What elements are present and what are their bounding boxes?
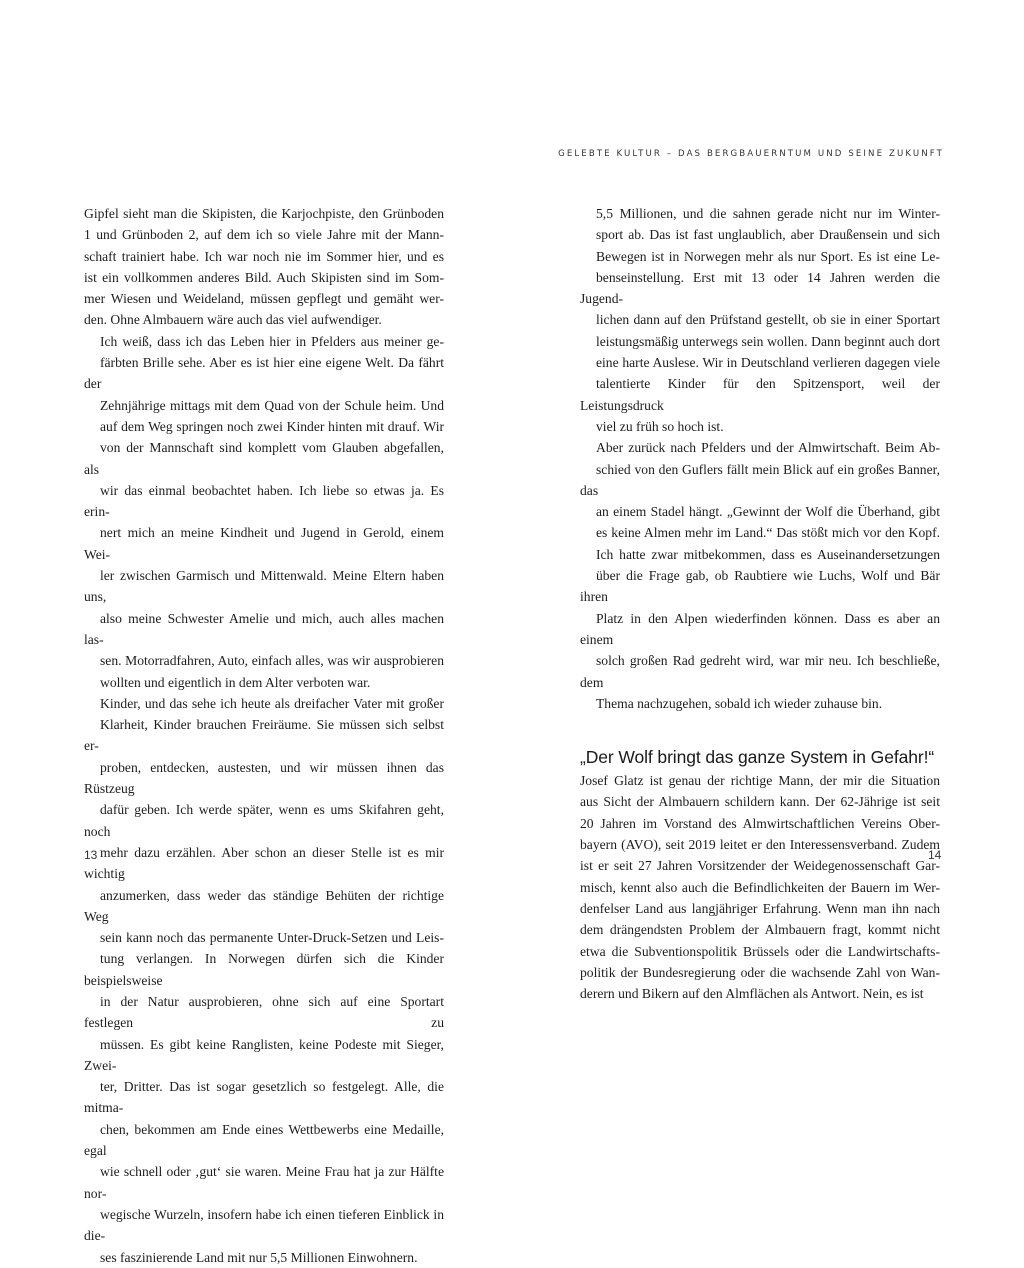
text-line: Bewegen ist in Norwegen mehr als nur Sport. Es ist eine Le- bbox=[596, 248, 940, 264]
text-line: wegische Wurzeln, insofern habe ich einen tieferen Einblick in die- bbox=[84, 1206, 444, 1244]
paragraph bbox=[84, 203, 444, 331]
text-line: ter, Dritter. Das ist sogar gesetzlich so festgelegt. Alle, die mitma- bbox=[84, 1079, 444, 1116]
text-line: an einem Stadel hängt. „Gewinnt der Wolf die Überhand, gibt bbox=[596, 504, 940, 520]
text-line: in der Natur ausprobieren, ohne sich auf eine Sportart festlegen zu bbox=[84, 993, 444, 1031]
text-line: 20 Jahren im Vorstand des Almwirtschaftlichen Vereins Ober- bbox=[580, 815, 940, 831]
text-line: sport ab. Das ist fast unglaublich, aber Draußensein und sich bbox=[596, 227, 940, 243]
text-line: viel zu früh so hoch ist. bbox=[596, 418, 724, 434]
text-line: misch, kennt also auch die Befindlichkeiten der Bauern im Wer- bbox=[580, 879, 940, 895]
paragraph bbox=[580, 437, 940, 714]
left-page-text bbox=[84, 203, 444, 1268]
text-line: solch großen Rad gedreht wird, war mir neu. Ich beschließe, dem bbox=[580, 653, 940, 690]
text-line: eine harte Auslese. Wir in Deutschland verlieren dagegen viele bbox=[596, 355, 940, 371]
page-number-right: 14 bbox=[928, 848, 942, 862]
text-line: Ich weiß, dass ich das Leben hier in Pfelders aus meiner ge- bbox=[100, 333, 444, 349]
text-line: Zehnjährige mittags mit dem Quad von der Schule heim. Und bbox=[100, 397, 444, 413]
paragraph bbox=[84, 331, 444, 693]
text-line: Platz in den Alpen wiederfinden können. Dass es aber an einem bbox=[580, 610, 940, 647]
text-line: ses faszinierende Land mit nur 5,5 Millionen Einwohnern. bbox=[100, 1249, 418, 1265]
section-heading: „Der Wolf bringt das ganze System in Gefahr!“ bbox=[580, 747, 935, 768]
text-line: von der Mannschaft sind komplett vom Glauben abgefallen, als bbox=[84, 440, 444, 477]
text-line: ist ein vollkommen anderes Bild. Auch Skipisten sind im Som- bbox=[84, 269, 444, 285]
text-line: 5,5 Millionen, und die sahnen gerade nicht nur im Winter- bbox=[596, 206, 940, 221]
text-line: aus Sicht der Almbauern schildern kann. Der 62-Jährige ist seit bbox=[580, 794, 940, 810]
text-line: Josef Glatz ist genau der richtige Mann, der mir die Situation bbox=[580, 773, 940, 789]
text-line: schied von den Guflers fällt mein Blick auf ein großes Banner, das bbox=[580, 461, 940, 498]
right-page-text bbox=[580, 203, 940, 1004]
text-line: den. Ohne Almbauern wäre auch das viel aufwendiger. bbox=[84, 312, 382, 328]
text-line: dafür geben. Ich werde später, wenn es ums Skifahren geht, noch bbox=[84, 802, 444, 839]
text-line: derern und Bikern auf den Almflächen als Antwort. Nein, es ist bbox=[580, 986, 924, 1002]
text-line: denfelser Land aus langjähriger Erfahrung. Wenn man ihn nach bbox=[580, 900, 940, 916]
text-line: Kinder, und das sehe ich heute als dreifacher Vater mit großer bbox=[100, 695, 444, 711]
text-line: anzumerken, dass weder das ständige Behüten der richtige Weg bbox=[84, 887, 444, 924]
text-line: ler zwischen Garmisch und Mittenwald. Meine Eltern haben uns, bbox=[84, 568, 444, 605]
text-line: leistungsmäßig unterwegs sein wollen. Dann beginnt auch dort bbox=[596, 333, 940, 349]
text-line: bayern (AVO), seit 2019 leitet er den Interessensverband. Zudem bbox=[580, 837, 940, 853]
text-line: etwa die Subventionspolitik Brüssels oder die Landwirtschafts- bbox=[580, 943, 940, 959]
running-header: GELEBTE KULTUR – DAS BERGBAUERNTUM UND SEINE ZUKUNFT bbox=[558, 149, 944, 159]
paragraph bbox=[580, 203, 940, 437]
text-line: sein kann noch das permanente Unter-Druck-Setzen und Leis- bbox=[100, 930, 444, 946]
text-line: mer Wiesen und Weideland, müssen gepflegt und gemäht wer- bbox=[84, 291, 444, 307]
text-line: wir das einmal beobachtet haben. Ich liebe so etwas ja. Es erin- bbox=[84, 482, 444, 520]
text-line: auf dem Weg springen noch zwei Kinder hinten mit drauf. Wir bbox=[100, 418, 444, 434]
text-line: nert mich an meine Kindheit und Jugend in Gerold, einem Wei- bbox=[84, 525, 444, 562]
paragraph bbox=[84, 693, 444, 1268]
text-line: tung verlangen. In Norwegen dürfen sich die Kinder beispielsweise bbox=[84, 951, 444, 988]
text-line: sen. Motorradfahren, Auto, einfach alles, was wir ausprobieren bbox=[100, 653, 444, 669]
text-line: wollten und eigentlich in dem Alter verboten war. bbox=[100, 674, 371, 690]
paragraph bbox=[580, 770, 940, 1004]
text-line: chen, bekommen am Ende eines Wettbewerbs eine Medaille, egal bbox=[84, 1121, 444, 1159]
text-line: schaft trainiert habe. Ich war noch nie im Sommer hier, und es bbox=[84, 248, 444, 264]
text-line: färbten Brille sehe. Aber es ist hier eine eigene Welt. Da fährt der bbox=[84, 355, 444, 392]
text-line: müssen. Es gibt keine Ranglisten, keine Podeste mit Sieger, Zwei- bbox=[84, 1036, 444, 1073]
text-line: lichen dann auf den Prüfstand gestellt, ob sie in einer Sportart bbox=[596, 312, 940, 328]
text-line: mehr dazu erzählen. Aber schon an dieser Stelle ist es mir wichtig bbox=[84, 844, 444, 882]
text-line: es keine Almen mehr im Land.“ Das stößt mich vor den Kopf. bbox=[596, 525, 940, 541]
text-line: ist er seit 27 Jahren Vorsitzender der Weidegenossenschaft Gar- bbox=[580, 858, 940, 874]
text-line: wie schnell oder ‚gut‘ sie waren. Meine Frau hat ja zur Hälfte nor- bbox=[84, 1164, 444, 1201]
text-line: benseinstellung. Erst mit 13 oder 14 Jahren werden die Jugend- bbox=[580, 269, 940, 307]
text-line: über die Frage gab, ob Raubtiere wie Luchs, Wolf und Bär ihren bbox=[580, 568, 940, 605]
text-line: proben, entdecken, austesten, und wir müssen ihnen das Rüstzeug bbox=[84, 759, 444, 797]
text-line: Ich hatte zwar mitbekommen, dass es Auseinandersetzungen bbox=[596, 546, 940, 562]
page-number-left: 13 bbox=[84, 848, 98, 862]
text-line: 1 und Grünboden 2, auf dem ich so viele Jahre mit der Mann- bbox=[84, 227, 444, 243]
text-line: Aber zurück nach Pfelders und der Almwirtschaft. Beim Ab- bbox=[596, 440, 940, 456]
text-line: politik der Bundesregierung oder die wachsende Zahl von Wan- bbox=[580, 964, 940, 980]
text-line: also meine Schwester Amelie und mich, auch alles machen las- bbox=[84, 610, 444, 647]
text-line: dem drängendsten Problem der Almbauern fragt, kommt nicht bbox=[580, 922, 940, 938]
text-line: Thema nachzugehen, sobald ich wieder zuhause bin. bbox=[596, 695, 883, 711]
text-line: Gipfel sieht man die Skipisten, die Karjochpiste, den Grünboden bbox=[84, 206, 444, 221]
text-line: Klarheit, Kinder brauchen Freiräume. Sie müssen sich selbst er- bbox=[84, 717, 444, 754]
text-line: talentierte Kinder für den Spitzensport, weil der Leistungsdruck bbox=[580, 376, 940, 413]
